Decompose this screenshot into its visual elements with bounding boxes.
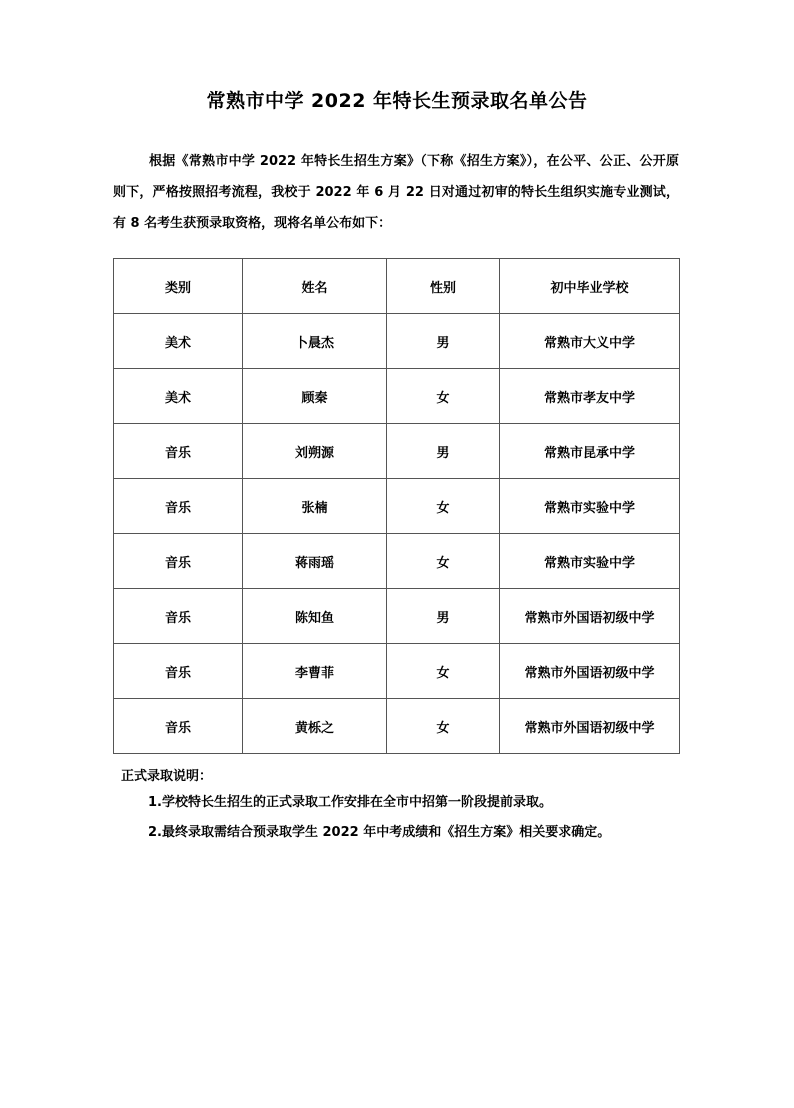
cell-name: 陈知鱼 (243, 589, 387, 644)
intro-paragraph: 根据《常熟市中学 2022 年特长生招生方案》（下称《招生方案》），在公平、公正、公开原则下，严格按照招考流程，我校于 2022 年 6 月 22 日对通过初审的特长生组织实施专业测试，有 8 名考生获预录取资格，现将名单公布如下： (113, 154, 679, 231)
notes-heading: 正式录取说明： (121, 769, 213, 784)
cell-school: 常熟市实验中学 (500, 534, 680, 589)
cell-gender: 女 (387, 534, 500, 589)
table-row (114, 644, 680, 699)
cell-gender: 女 (387, 369, 500, 424)
cell-name: 李曹菲 (243, 644, 387, 699)
table-row (114, 424, 680, 479)
admission-notes (121, 766, 681, 848)
table-row (114, 589, 680, 644)
cell-category: 音乐 (114, 644, 243, 699)
column-header-name: 姓名 (243, 259, 387, 314)
cell-gender: 女 (387, 699, 500, 754)
table-row (114, 534, 680, 589)
cell-school: 常熟市外国语初级中学 (500, 589, 680, 644)
cell-school: 常熟市实验中学 (500, 479, 680, 534)
cell-name: 刘朔源 (243, 424, 387, 479)
cell-name: 张楠 (243, 479, 387, 534)
cell-category: 音乐 (114, 479, 243, 534)
cell-name: 卜晨杰 (243, 314, 387, 369)
table-row (114, 314, 680, 369)
table-row (114, 479, 680, 534)
cell-name: 黄栎之 (243, 699, 387, 754)
column-header-gender: 性别 (387, 259, 500, 314)
table-header-row (114, 259, 680, 314)
note-item: 2.最终录取需结合预录取学生 2022 年中考成绩和《招生方案》相关要求确定。 (148, 825, 611, 840)
cell-school: 常熟市孝友中学 (500, 369, 680, 424)
note-item: 1.学校特长生招生的正式录取工作安排在全市中招第一阶段提前录取。 (148, 795, 552, 810)
column-header-school: 初中毕业学校 (500, 259, 680, 314)
cell-gender: 男 (387, 314, 500, 369)
cell-category: 美术 (114, 369, 243, 424)
table-row (114, 699, 680, 754)
table-row (114, 369, 680, 424)
cell-gender: 男 (387, 589, 500, 644)
cell-category: 音乐 (114, 534, 243, 589)
page-title: 常熟市中学 2022 年特长生预录取名单公告 (206, 90, 588, 112)
cell-gender: 女 (387, 479, 500, 534)
column-header-category: 类别 (114, 259, 243, 314)
cell-school: 常熟市昆承中学 (500, 424, 680, 479)
cell-category: 音乐 (114, 699, 243, 754)
cell-school: 常熟市外国语初级中学 (500, 644, 680, 699)
cell-name: 顾秦 (243, 369, 387, 424)
cell-name: 蒋雨瑶 (243, 534, 387, 589)
cell-category: 音乐 (114, 424, 243, 479)
cell-school: 常熟市外国语初级中学 (500, 699, 680, 754)
cell-category: 音乐 (114, 589, 243, 644)
cell-gender: 男 (387, 424, 500, 479)
cell-gender: 女 (387, 644, 500, 699)
cell-category: 美术 (114, 314, 243, 369)
cell-school: 常熟市大义中学 (500, 314, 680, 369)
admission-table (113, 258, 680, 754)
